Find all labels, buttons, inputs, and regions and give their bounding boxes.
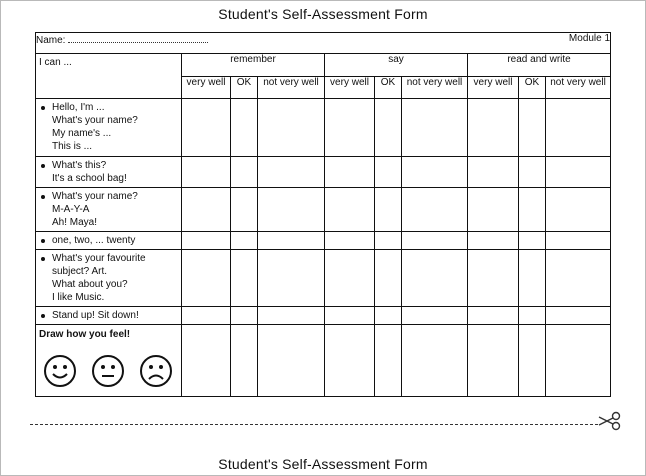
rating-cell[interactable] [468, 99, 519, 157]
rating-cell[interactable] [468, 232, 519, 250]
happy-face-icon [43, 354, 77, 388]
rating-cell[interactable] [375, 232, 402, 250]
skill-say-header: say [325, 54, 468, 77]
rating-cell[interactable] [375, 325, 402, 397]
rating-cell[interactable] [519, 325, 546, 397]
sad-face-icon [139, 354, 173, 388]
rating-cell[interactable] [468, 188, 519, 232]
item-line: Hello, I'm ... [52, 102, 105, 113]
rating-cell[interactable] [402, 157, 468, 188]
skill-read-write-header: read and write [468, 54, 611, 77]
rating-cell[interactable] [375, 157, 402, 188]
rating-header: not very well [402, 77, 468, 99]
draw-feelings-label: Draw how you feel! [39, 329, 131, 340]
rating-cell[interactable] [402, 188, 468, 232]
skills-header-row [36, 54, 611, 77]
rating-cell[interactable] [468, 325, 519, 397]
rating-cell[interactable] [468, 157, 519, 188]
rating-cell[interactable] [258, 99, 325, 157]
list-item [39, 101, 178, 153]
rating-header: very well [325, 77, 375, 99]
rating-cell[interactable] [402, 232, 468, 250]
skill-remember-header: remember [182, 54, 325, 77]
rating-cell[interactable] [519, 232, 546, 250]
item-line: Stand up! Sit down! [52, 310, 139, 321]
rating-cell[interactable] [182, 307, 231, 325]
rating-cell[interactable] [325, 250, 375, 307]
rating-cell[interactable] [231, 188, 258, 232]
item-line: subject? Art. [52, 266, 108, 277]
rating-cell[interactable] [231, 157, 258, 188]
rating-cell[interactable] [468, 250, 519, 307]
rating-cell[interactable] [519, 188, 546, 232]
rating-cell[interactable] [402, 250, 468, 307]
list-item [39, 190, 178, 229]
rating-cell[interactable] [468, 307, 519, 325]
item-line: one, two, ... twenty [52, 235, 136, 246]
item-line: What's this? [52, 160, 107, 171]
item-line: What's your name? [52, 115, 138, 126]
module-label: Module 1 [568, 33, 611, 44]
rating-cell[interactable] [258, 232, 325, 250]
rating-cell[interactable] [402, 307, 468, 325]
faces-group [39, 354, 178, 388]
table-row [36, 188, 611, 232]
rating-cell[interactable] [546, 232, 611, 250]
rating-cell[interactable] [231, 232, 258, 250]
item-line: M-A-Y-A [52, 204, 90, 215]
rating-cell[interactable] [258, 250, 325, 307]
list-item [39, 252, 178, 304]
rating-cell[interactable] [325, 232, 375, 250]
rating-cell[interactable] [325, 325, 375, 397]
rating-cell[interactable] [546, 250, 611, 307]
form-title: Student's Self-Assessment Form [218, 6, 428, 22]
table-row [36, 307, 611, 325]
rating-cell[interactable] [546, 307, 611, 325]
rating-cell[interactable] [375, 188, 402, 232]
name-row [36, 33, 611, 54]
rating-cell[interactable] [402, 325, 468, 397]
rating-cell[interactable] [519, 157, 546, 188]
rating-header: OK [375, 77, 402, 99]
rating-header: very well [468, 77, 519, 99]
rating-cell[interactable] [231, 325, 258, 397]
rating-cell[interactable] [182, 188, 231, 232]
list-item [39, 159, 178, 185]
name-label: Name: [36, 35, 66, 46]
rating-cell[interactable] [231, 307, 258, 325]
rating-cell[interactable] [182, 250, 231, 307]
item-line: Ah! Maya! [52, 217, 98, 228]
item-line: It's a school bag! [52, 173, 127, 184]
rating-cell[interactable] [546, 325, 611, 397]
rating-cell[interactable] [182, 157, 231, 188]
rating-cell[interactable] [375, 307, 402, 325]
rating-cell[interactable] [402, 99, 468, 157]
item-line: This is ... [52, 141, 93, 152]
rating-cell[interactable] [258, 188, 325, 232]
table-row [36, 157, 611, 188]
rating-cell[interactable] [546, 188, 611, 232]
list-item [39, 309, 178, 322]
rating-header: very well [182, 77, 231, 99]
rating-header: not very well [546, 77, 611, 99]
item-line: I like Music. [52, 292, 105, 303]
rating-cell[interactable] [519, 99, 546, 157]
item-line: My name's ... [52, 128, 112, 139]
rating-cell[interactable] [258, 157, 325, 188]
rating-cell[interactable] [325, 99, 375, 157]
table-row [36, 232, 611, 250]
rating-cell[interactable] [325, 188, 375, 232]
list-item [39, 234, 178, 247]
scissors-icon [596, 410, 622, 432]
item-line: What's your name? [52, 191, 138, 202]
form-title-repeat: Student's Self-Assessment Form [218, 456, 428, 472]
rating-cell[interactable] [182, 325, 231, 397]
rating-header: OK [519, 77, 546, 99]
cut-line [30, 424, 598, 425]
rating-cell[interactable] [325, 307, 375, 325]
rating-cell[interactable] [325, 157, 375, 188]
table-row [36, 99, 611, 157]
table-row [36, 250, 611, 307]
rating-cell[interactable] [546, 157, 611, 188]
rating-cell[interactable] [231, 99, 258, 157]
rating-cell[interactable] [375, 99, 402, 157]
rating-header: not very well [258, 77, 325, 99]
rating-cell[interactable] [519, 250, 546, 307]
rating-cell[interactable] [258, 307, 325, 325]
rating-cell[interactable] [546, 99, 611, 157]
assessment-table [35, 32, 611, 397]
rating-cell[interactable] [231, 250, 258, 307]
neutral-face-icon [91, 354, 125, 388]
rating-cell[interactable] [519, 307, 546, 325]
name-field[interactable] [68, 33, 208, 43]
i-can-header: I can ... [36, 54, 182, 99]
item-line: What about you? [52, 279, 128, 290]
item-line: What's your favourite [52, 253, 146, 264]
rating-cell[interactable] [182, 99, 231, 157]
rating-cell[interactable] [258, 325, 325, 397]
rating-cell[interactable] [375, 250, 402, 307]
feelings-row [36, 325, 611, 397]
rating-cell[interactable] [182, 232, 231, 250]
rating-header: OK [231, 77, 258, 99]
